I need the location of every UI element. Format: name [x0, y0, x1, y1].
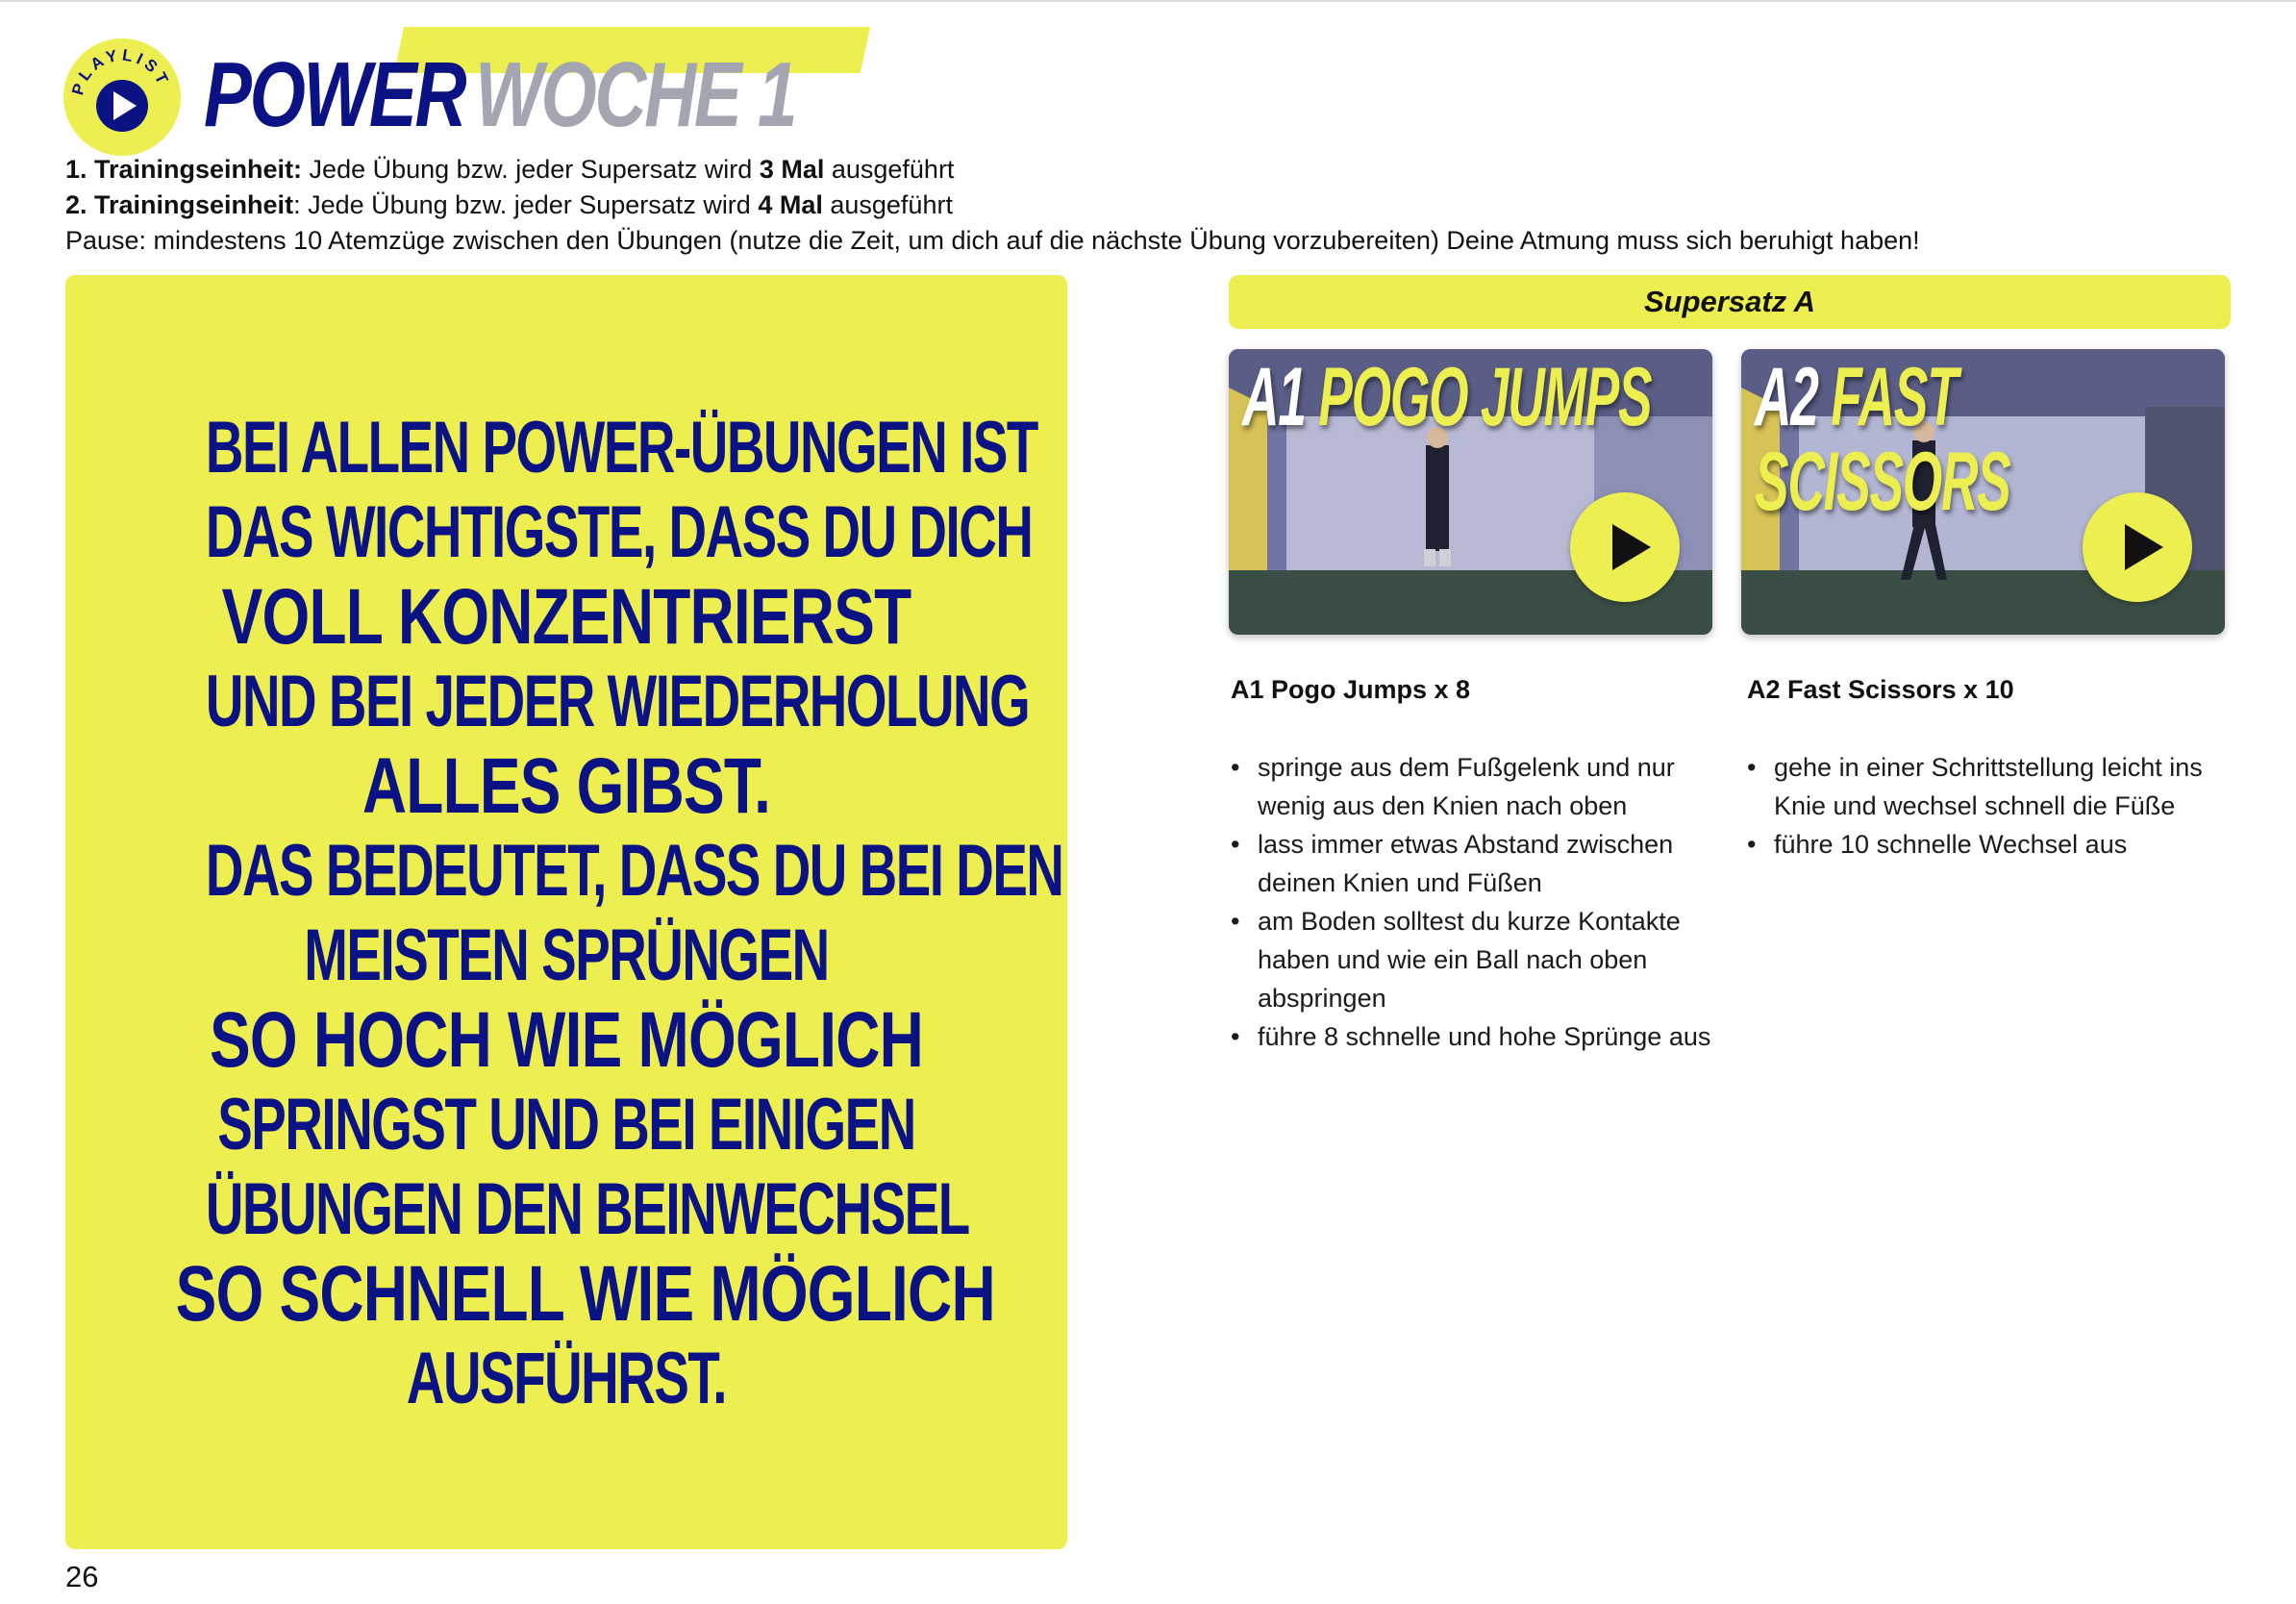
- quote-line: MEISTEN SPRÜNGEN: [304, 915, 829, 996]
- video-title-a1: A1 POGO JUMPS: [1242, 351, 1652, 443]
- quote-line-bold: SO SCHNELL WIE MÖGLICH: [175, 1250, 995, 1338]
- exercise-instructions-a2: [1747, 748, 2228, 864]
- quote-line: BEI ALLEN POWER-ÜBUNGEN IST: [205, 407, 1037, 489]
- list-item: • springe aus dem Fußgelenk und nur wenig aus den Knien nach oben: [1231, 748, 1731, 825]
- intro-line-3: Pause: mindestens 10 Atemzüge zwischen den Übungen (nutze die Zeit, um dich auf die nächste Übung vorzubereiten) Deine Atmung muss sich beruhigt haben!: [65, 226, 1920, 255]
- list-item: • am Boden solltest du kurze Kontakte haben und wie ein Ball nach oben abspringen: [1231, 902, 1731, 1017]
- quote-line: DAS WICHTIGSTE, DASS DU DICH: [205, 491, 1033, 573]
- superset-header: Supersatz A: [1229, 275, 2231, 329]
- quote-line: DAS BEDEUTET, DASS DU BEI DEN: [205, 830, 1063, 912]
- exercise-title-a2: A2 Fast Scissors x 10: [1747, 675, 2014, 704]
- intro-line-1: 1. Trainingseinheit: Jede Übung bzw. jeder Supersatz wird 3 Mal ausgeführt: [65, 155, 955, 184]
- play-button[interactable]: [1570, 492, 1680, 602]
- page-number: 26: [65, 1560, 99, 1593]
- video-title-a2: A2 FAST SCISSORS: [1755, 351, 2010, 528]
- quote-line: SPRINGST UND BEI EINIGEN: [217, 1084, 915, 1165]
- title-week: WOCHE 1: [475, 43, 796, 146]
- play-button[interactable]: [2083, 492, 2192, 602]
- exercise-title-a1: A1 Pogo Jumps x 8: [1231, 675, 1471, 704]
- badge-text: PLAYLIST: [68, 45, 174, 98]
- play-icon: [2125, 524, 2163, 570]
- video-thumbnail-a1[interactable]: [1229, 349, 1712, 635]
- quote-line-bold: ALLES GIBST.: [362, 742, 771, 830]
- list-item: • führe 10 schnelle Wechsel aus: [1747, 825, 2228, 864]
- list-item: • führe 8 schnelle und hohe Sprünge aus: [1231, 1017, 1731, 1056]
- quote-line: UND BEI JEDER WIEDERHOLUNG: [205, 661, 1030, 742]
- quote-line-bold: SO HOCH WIE MÖGLICH: [209, 996, 924, 1084]
- video-thumbnail-a2[interactable]: [1741, 349, 2225, 635]
- quote-panel: [65, 275, 1067, 1549]
- quote-line-bold: VOLL KONZENTRIERST: [221, 573, 911, 661]
- quote-line: AUSFÜHRST.: [406, 1338, 727, 1419]
- playlist-play-icon: [63, 38, 181, 156]
- play-icon: [1612, 524, 1651, 570]
- page-title: [204, 42, 795, 148]
- exercise-instructions-a1: [1231, 748, 1731, 1056]
- intro-line-2: 2. Trainingseinheit: Jede Übung bzw. jeder Supersatz wird 4 Mal ausgeführt: [65, 190, 953, 219]
- list-item: • gehe in einer Schrittstellung leicht ins Knie und wechsel schnell die Füße: [1747, 748, 2228, 825]
- quote-text: [65, 406, 1067, 1421]
- list-item: • lass immer etwas Abstand zwischen deinen Knien und Füßen: [1231, 825, 1731, 902]
- intro-text: [65, 152, 2229, 259]
- playlist-badge[interactable]: [63, 38, 181, 156]
- quote-line: ÜBUNGEN DEN BEINWECHSEL: [205, 1168, 969, 1250]
- title-power: POWER: [204, 43, 465, 146]
- top-divider: [0, 0, 2296, 2]
